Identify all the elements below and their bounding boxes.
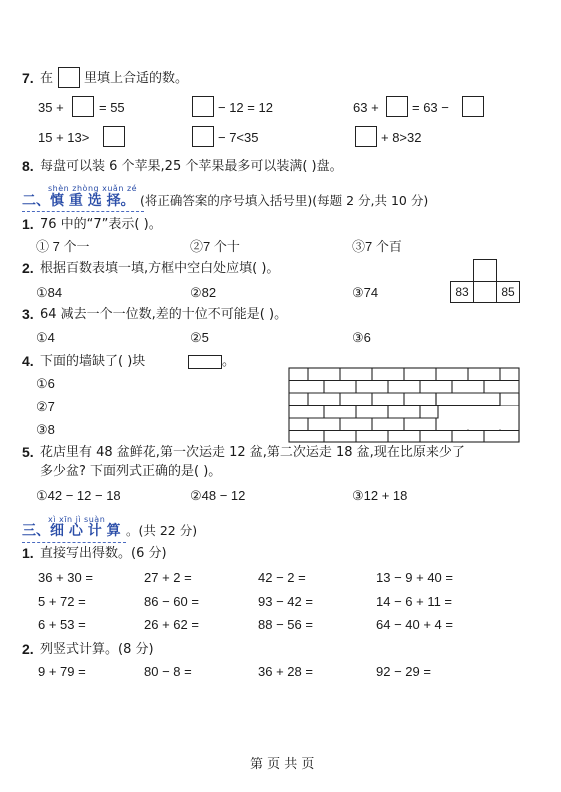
s2q2-text: 根据百数表填一填,方框中空白处应填( )。 [40,261,280,276]
s2q1-option-1[interactable]: ① 7 个一 [36,239,90,254]
calc-item: 14 − 6 + 11 = [376,594,453,609]
calc-item: 26 + 62 = [144,617,199,632]
answer-box[interactable] [462,96,484,117]
calc-item: 93 − 42 = [258,594,313,609]
q7-r1a-left: 35 + [38,100,64,115]
s2q3-text: 64 减去一个一位数,差的十位不可能是( )。 [40,307,288,322]
s2q4-text: 下面的墙缺了( )块 [40,354,146,369]
q7-sample-box [58,67,80,88]
answer-box[interactable] [192,96,214,117]
calc-item: 88 − 56 = [258,617,313,632]
vertical-calc-item: 92 − 29 = [376,664,431,679]
s3q2-text: 列竖式计算。(8 分) [40,642,154,657]
vertical-calc-item: 36 + 28 = [258,664,313,679]
hundred-chart-cell-85: 85 [496,281,520,303]
q7-r1a-right: = 55 [99,100,125,115]
s2q3-option-3[interactable]: ③6 [352,330,371,345]
s2q1-text: 76 中的“7”表示( )。 [40,217,162,232]
s2q5-option-3[interactable]: ③12 + 18 [352,488,408,503]
q7-number: 7. [22,70,34,86]
section3-title: 三、细 心 计 算 [22,523,121,539]
s2q3-option-2[interactable]: ②5 [190,330,209,345]
calc-item: 13 − 9 + 40 = [376,570,453,585]
s2q2-number: 2. [22,260,34,276]
q7-r1c-mid: = 63 − [412,100,449,115]
s2q5-option-2[interactable]: ②48 − 12 [190,488,246,503]
s3q1-text: 直接写出得数。(6 分) [40,546,167,561]
s2q2-option-2[interactable]: ②82 [190,285,217,300]
s2q1-number: 1. [22,216,34,232]
section2-title: 二、慎 重 选 择。 [22,193,135,209]
s2q2-option-1[interactable]: ①84 [36,285,63,300]
hundred-chart-cell-83: 83 [450,281,474,303]
section3-pinyin: xì xīn jì suàn [48,515,106,524]
section2-note: (将正确答案的序号填入括号里)(每题 2 分,共 10 分) [140,193,429,208]
calc-item: 5 + 72 = [38,594,86,609]
page-footer: 第 页 共 页 [250,757,315,772]
hundred-chart-empty-cell [473,281,497,303]
calc-item: 86 − 60 = [144,594,199,609]
s2q4-option-3[interactable]: ③8 [36,422,55,437]
s3q2-number: 2. [22,641,34,657]
brick-wall-figure [288,367,520,443]
s2q4-option-1[interactable]: ①6 [36,376,55,391]
section2-pinyin: shèn zhòng xuǎn zé [48,184,138,193]
section2-underline [22,211,144,212]
q7-prefix: 在 [40,71,54,86]
section3-underline [22,542,126,543]
q8-number: 8. [22,158,34,174]
s2q4-number: 4. [22,353,34,369]
q8-text: 每盘可以装 6 个苹果,25 个苹果最多可以装满( )盘。 [40,159,343,174]
q7-r1b-right: − 12 = 12 [218,100,273,115]
vertical-calc-item: 9 + 79 = [38,664,86,679]
calc-item: 6 + 53 = [38,617,86,632]
s2q3-number: 3. [22,306,34,322]
q7-instruction: 里填上合适的数。 [84,71,189,86]
answer-box[interactable] [72,96,94,117]
s2q5-text-line1: 花店里有 48 盆鲜花,第一次运走 12 盆,第二次运走 18 盆,现在比原来少了 [40,445,465,460]
s2q3-option-1[interactable]: ①4 [36,330,55,345]
s2q4-text-end: 。 [222,354,236,369]
s2q1-option-3[interactable]: ③7 个百 [352,239,402,254]
q7-r2b-right: − 7<35 [218,130,259,145]
answer-box[interactable] [355,126,377,147]
answer-box[interactable] [103,126,125,147]
q7-r2a-left: 15 + 13> [38,130,90,145]
s3q1-number: 1. [22,545,34,561]
calc-item: 42 − 2 = [258,570,306,585]
s2q2-option-3[interactable]: ③74 [352,285,379,300]
brick-sample [188,355,222,369]
section3-note: 。(共 22 分) [126,523,198,538]
q7-r2c-right: + 8>32 [381,130,422,145]
calc-item: 27 + 2 = [144,570,192,585]
q7-r1c-left: 63 + [353,100,379,115]
s2q5-number: 5. [22,444,34,460]
s2q1-option-2[interactable]: ②7 个十 [190,239,240,254]
s2q4-option-2[interactable]: ②7 [36,399,55,414]
vertical-calc-item: 80 − 8 = [144,664,192,679]
calc-item: 36 + 30 = [38,570,93,585]
answer-box[interactable] [386,96,408,117]
calc-item: 64 − 40 + 4 = [376,617,453,632]
s2q5-option-1[interactable]: ①42 − 12 − 18 [36,488,121,503]
hundred-chart-blank-cell [473,259,497,282]
s2q5-text-line2: 多少盆? 下面列式正确的是( )。 [40,464,222,479]
answer-box[interactable] [192,126,214,147]
